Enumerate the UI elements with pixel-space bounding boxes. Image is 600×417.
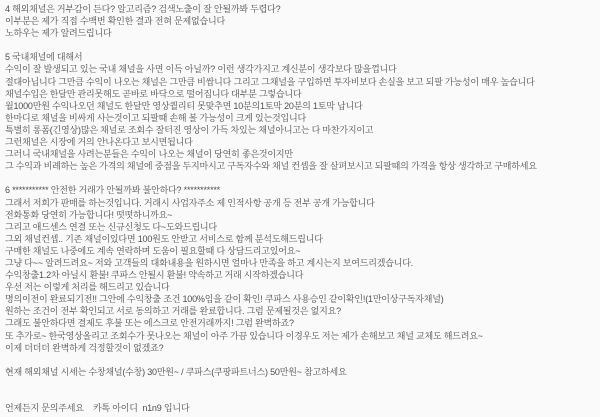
post-text-line: 특별히 롱폼(긴영상)많은 채널로 조회수 잘터진 영상이 가득 차있는 채널아니고는 다 마찬가지이고 (5, 124, 374, 135)
post-text-line: 전화통화 당연히 가능합니다! 떳떳하니까요~ (5, 209, 173, 220)
post-text-line: 그 수익과 비례하는 높은 가격의 채널에 중점을 두지마시고 구독자수와 채널 컨셉을 잘 살펴보시고 되팔때의 가격을 항상 생각하고 구매하세요 (5, 161, 537, 172)
post-text-line: 원하는 조건이 전부 확인되고 서로 동의하고 거래를 완료합니다. 그럼 문제될것은 없지요? (5, 306, 341, 317)
post-text-line (5, 354, 600, 366)
post-text-line: 채널수입은 한달만 관리못해도 곧바로 바닥으로 떨어집니다 대부분 그렇습니다 (5, 88, 302, 99)
post-text-line (5, 172, 600, 184)
post-text-line: 이부분은 제가 직접 수백번 확인한 결과 전혀 문제없습니다 (5, 16, 225, 27)
post-text-line: 우선 저는 이렇게 처리를 해드리고 있습니다 (5, 282, 170, 293)
post-text-line: 5 국내채널에 대해서 (5, 52, 83, 63)
post-text-line: 언제든지 문의주세요 카톡 아이디 n1n9 입니다 (5, 403, 190, 414)
post-text-line: 노하우는 제가 알려드립니다 (5, 28, 112, 39)
post-text-line: 그리고 애드센스 연결 또는 신규신청도 다~도와드립니다 (5, 221, 217, 232)
post-text-line: 절대아닙니다 그만큼 수익이 나오는 채널은 그만큼 비쌉니다 그리고 그채널을 구입하면 투자비보다 손실을 보고 되팔 가능성이 매우 높습니다 (5, 76, 535, 87)
post-text-line (5, 378, 600, 390)
post-text-line: 수익창출1.2차 아닐시 환불! 쿠파스 안될시 환불! 약속하고 거래 시작하겠습니다 (5, 270, 304, 281)
post-text-line (5, 390, 600, 402)
post-text-line: 그래서 저희가 판매를 하는것입니다. 거래시 사업자주소 제 인적사항 공개 등 전부 공개 가능합니다 (5, 197, 375, 208)
post-text-line: 명의이전이 완료되기전!! 그안에 수익창출 조건 100%임을 같이 확인! 쿠파스 사용승인 같이확인!(1만이상구독자채널) (5, 294, 444, 305)
post-text-line: 현재 해외채널 시세는 수창채널(수창) 30만원~ / 쿠파스(쿠팡파트너스) 50만원~ 참고하세요 (5, 366, 347, 377)
post-text-line: 4 해외채널은 거부감이 든다? 알고리즘? 검색노출이 잘 안될까봐 두렵다? (5, 4, 281, 14)
post-text-line: 그래도 불안하다면 결제도 후불 또는 에스크로 안전거래까지! 그럼 완벽하죠? (5, 318, 294, 329)
post-text-line: 월1000만원 수익나오던 채널도 한달만 영상퀄리티 못맞추면 10분의1토막 20분의 1토막 납니다 (5, 100, 363, 111)
post-text-line: 구매한 채널도 나중에도 계속 연락하며 도움이 필요할때 다 상담드리고있어요~ (5, 245, 301, 256)
post-text-line: 이제 더더더 완벽하게 걱정할것이 없겠죠? (5, 342, 164, 353)
post-text-line: 그러니 국내채널을 사려는분들은 수익이 나오는 채널이 당연히 좋은것이지만 (5, 149, 293, 160)
post-text-line: 6 *********** 안전한 거래가 안될까봐 불안하다? *********** (5, 185, 220, 196)
post-text-line: 그냥 다~~ 알려드려요~ 저와 고객들의 대화내용을 원하시면 얼마나 만족을 하고 계시는지 보여드리겠습니다. (5, 257, 414, 268)
post-text-line: 그런채널은 시장에 거의 안나온다고 보시면됩니다 (5, 137, 193, 148)
post-text-line: 그외 채널컨셉.. 기존 채널이있다면 100원도 안받고 서비스로 함께 분석도해드립니다 (5, 233, 323, 244)
post-text-line (5, 39, 600, 51)
post-text-line: 한마디로 채널을 비싸게 사는것이고 되팔때 손해 볼 가능성이 크게 있는것입니다 (5, 112, 307, 123)
post-text-body (5, 3, 600, 414)
post-text-line: 또 추가로~ 한국영상올리고 조회수가 못나오는 채널이 아주 가끔 있습니다 이경우도 저는 제가 손해보고 채널 교체도 해드려요~ (5, 330, 483, 341)
post-text-line: 수익이 잘 발생되고 있는 국내 채널을 사면 이득 아닐까? 이런 생각가지고 계신분이 생각보다 많을껍니다 (5, 64, 397, 75)
